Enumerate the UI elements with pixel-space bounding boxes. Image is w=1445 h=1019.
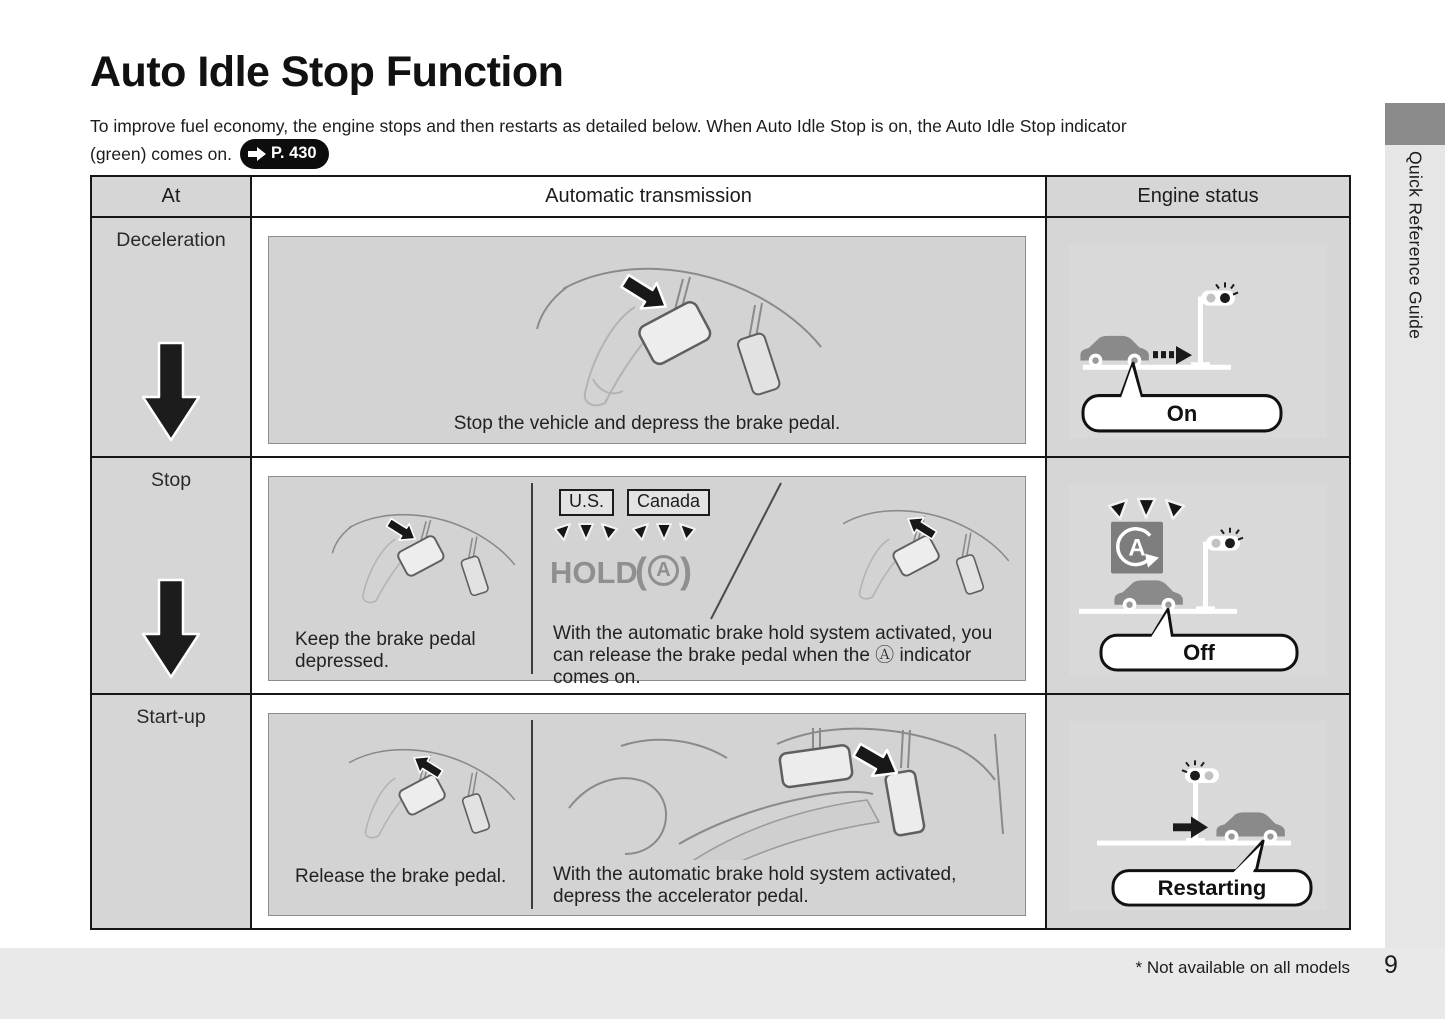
row-deceleration-label-cell bbox=[92, 218, 250, 456]
row-label: Start-up bbox=[136, 706, 206, 728]
flash-rays-icon bbox=[631, 523, 697, 549]
down-arrow-icon bbox=[140, 578, 202, 680]
row-label: Stop bbox=[150, 469, 192, 491]
row-stop-transmission-cell bbox=[252, 458, 1045, 693]
car-icon bbox=[1216, 812, 1284, 843]
car-icon bbox=[1080, 336, 1148, 368]
arrow-right-icon bbox=[247, 146, 267, 162]
row-startup-status-cell bbox=[1047, 695, 1349, 928]
status-bubble bbox=[1101, 609, 1297, 670]
hold-indicator-icon: HOLD bbox=[550, 555, 638, 590]
row-startup-transmission-cell bbox=[252, 695, 1045, 928]
down-arrow-icon bbox=[140, 341, 202, 443]
footer-band bbox=[0, 948, 1445, 1019]
column-divider bbox=[531, 483, 533, 674]
row-startup-label-cell bbox=[92, 695, 250, 928]
us-label-box: U.S. bbox=[559, 489, 614, 516]
engine-status-on-graphic bbox=[1069, 244, 1327, 438]
startup-illustration-box bbox=[268, 713, 1026, 916]
chapter-tab bbox=[1385, 103, 1445, 145]
intro-line-1: To improve fuel economy, the engine stops and then restarts as detailed below. When Auto Idle Stop is on, the Auto Idle Stop indicator bbox=[90, 116, 1127, 136]
footnote: * Not available on all models bbox=[1135, 958, 1350, 977]
header-cell-transmission: Automatic transmission bbox=[252, 177, 1045, 216]
brake-pedal-release-illustration bbox=[775, 479, 1019, 621]
stop-left-caption: Keep the brake pedal depressed. bbox=[295, 629, 476, 672]
status-bubble bbox=[1083, 363, 1281, 431]
row-stop-status-cell bbox=[1047, 458, 1349, 693]
slash-divider bbox=[709, 481, 785, 621]
auto-idle-stop-indicator-icon bbox=[1111, 522, 1163, 574]
stop-illustration-box bbox=[268, 476, 1026, 688]
status-label: Restarting bbox=[1157, 875, 1267, 901]
indicator-letter: A bbox=[1128, 534, 1146, 562]
status-label: Off bbox=[1183, 640, 1215, 666]
deceleration-illustration-box bbox=[268, 236, 1026, 444]
traffic-light-icon bbox=[1196, 528, 1243, 612]
status-bubble bbox=[1113, 841, 1311, 905]
press-arrow-icon bbox=[617, 268, 674, 319]
car-icon bbox=[1114, 580, 1182, 611]
row-deceleration-status-cell bbox=[1047, 218, 1349, 456]
accelerator-pedal-depress-illustration bbox=[561, 716, 1007, 860]
startup-left-caption: Release the brake pedal. bbox=[295, 866, 507, 887]
stop-right-caption: With the automatic brake hold system activated, you can release the brake pedal when the Ⓐ indicator comes on. bbox=[553, 623, 993, 688]
press-arrow-icon bbox=[384, 514, 420, 547]
row-label: Deceleration bbox=[116, 229, 226, 251]
quick-reference-guide-sidebar bbox=[1385, 103, 1445, 1019]
brake-hold-a-indicator-icon: ( A ) bbox=[635, 549, 692, 591]
page-title: Auto Idle Stop Function bbox=[90, 48, 564, 96]
canada-label-box: Canada bbox=[627, 489, 710, 516]
auto-idle-stop-table bbox=[90, 175, 1351, 930]
engine-status-off-graphic bbox=[1069, 484, 1327, 675]
page-reference-badge[interactable] bbox=[240, 139, 329, 169]
row-stop-label-cell bbox=[92, 458, 250, 693]
intro-text bbox=[90, 114, 1127, 169]
reference-label: P. 430 bbox=[271, 144, 317, 162]
dashed-arrow-icon bbox=[1153, 346, 1192, 364]
traffic-light-icon bbox=[1191, 282, 1238, 367]
brake-pedal-depress-illustration bbox=[457, 251, 837, 409]
page-number: 9 bbox=[1384, 951, 1398, 979]
row-deceleration-transmission-cell bbox=[252, 218, 1045, 456]
flash-rays-icon bbox=[1109, 499, 1184, 519]
forward-arrow-icon bbox=[1173, 816, 1208, 838]
header-cell-engine-status: Engine status bbox=[1047, 177, 1349, 216]
flash-rays-icon bbox=[553, 523, 619, 549]
header-cell-at: At bbox=[92, 177, 250, 216]
startup-right-caption: With the automatic brake hold system activated, depress the accelerator pedal. bbox=[553, 864, 957, 907]
column-divider bbox=[531, 720, 533, 909]
status-label: On bbox=[1166, 400, 1198, 426]
intro-line-2: (green) comes on. bbox=[90, 143, 233, 164]
sidebar-label: Quick Reference Guide bbox=[1405, 151, 1426, 340]
deceleration-caption: Stop the vehicle and depress the brake pedal. bbox=[453, 413, 841, 434]
brake-pedal-depress-illustration bbox=[281, 483, 525, 625]
brake-pedal-release-illustration bbox=[281, 718, 525, 860]
engine-status-restarting-graphic bbox=[1069, 721, 1327, 910]
